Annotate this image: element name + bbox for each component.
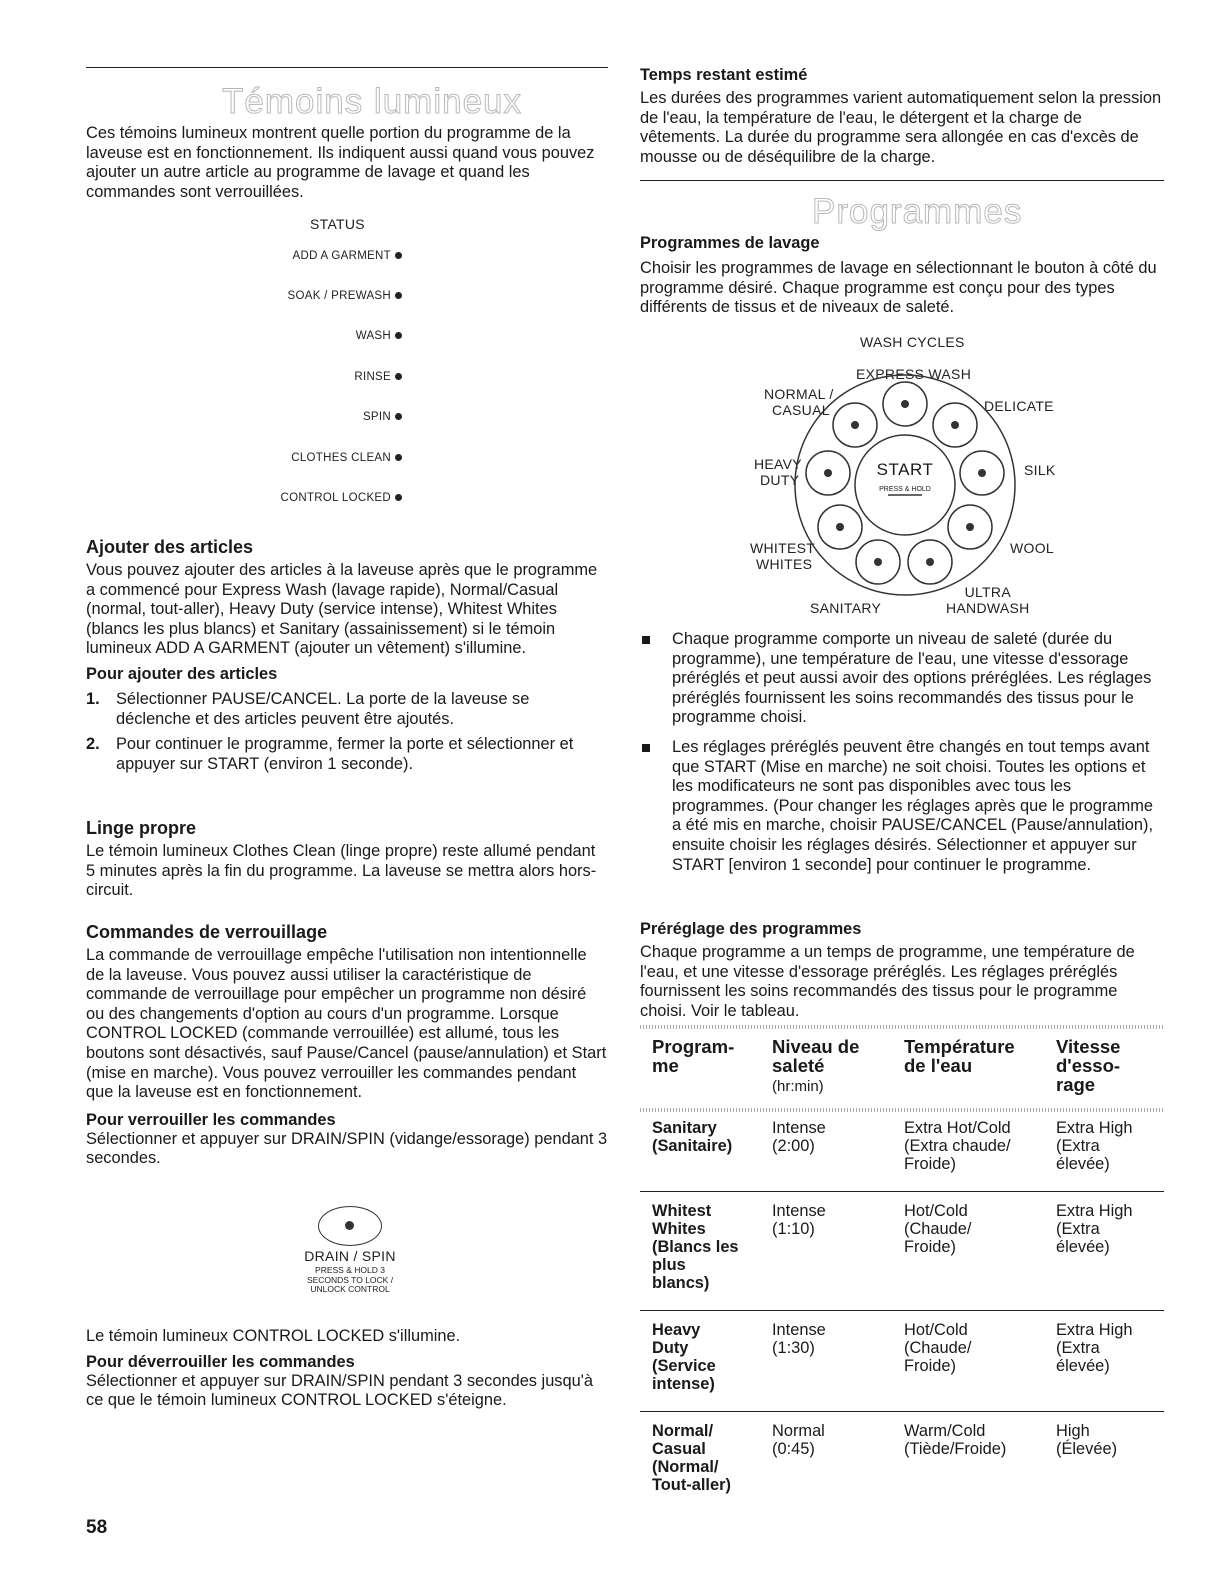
- label-delicate: DELICATE: [984, 398, 1054, 414]
- col-header-temp: Température de l'eau: [904, 1036, 1015, 1076]
- list-item: 2. Pour continuer le programme, fermer la porte et sélectionner et appuyer sur START (environ 1 seconde).: [86, 735, 574, 773]
- cycle-button[interactable]: [933, 403, 977, 447]
- preset-section: [640, 920, 1164, 1021]
- add-items-body: Vous pouvez ajouter des articles à la laveuse après que le programme a commencé pour Express Wash (lavage rapide), Normal/Casual (normal, tout-aller), Heavy Duty (service intense), Whitest Whites (blancs les plus blancs) et Sanitary (assainissement) si le témoin lumineux ADD A GARMENT (ajouter un vêtement) s'illumine.: [86, 561, 598, 658]
- drain-spin-button[interactable]: [318, 1206, 382, 1246]
- cell-spin: Extra High (Extra élevée): [1044, 1311, 1164, 1412]
- cell-soil: Intense (1:30): [760, 1311, 892, 1412]
- cycle-button[interactable]: [883, 382, 927, 426]
- status-light-control-locked: CONTROL LOCKED: [281, 492, 403, 504]
- indicator-light-icon: [395, 292, 402, 299]
- label-wool: WOOL: [1010, 540, 1054, 556]
- label-ultra-handwash: ULTRA HANDWASH: [946, 584, 1030, 616]
- start-button[interactable]: [860, 460, 950, 493]
- cycle-button[interactable]: [833, 403, 877, 447]
- unlock-body: Sélectionner et appuyer sur DRAIN/SPIN pendant 3 secondes jusqu'à ce que le témoin lumineux CONTROL LOCKED s'éteigne.: [86, 1371, 593, 1410]
- drain-spin-label: DRAIN / SPIN: [304, 1248, 396, 1264]
- cell-temp: Warm/Cold (Tiède/Froide): [892, 1412, 1044, 1499]
- cycle-button[interactable]: [948, 505, 992, 549]
- wash-programs-body: Choisir les programmes de lavage en sélectionnant le bouton à côté du programme désiré. Chaque programme est conçu pour des types différents de tissus et de niveaux de saleté.: [640, 259, 1157, 317]
- col-header-program: Program- me: [652, 1036, 735, 1076]
- caption-line: SECONDS TO LOCK /: [306, 1274, 394, 1285]
- unlock-heading: Pour déverrouiller les commandes: [86, 1352, 355, 1371]
- indicator-light-icon: [395, 252, 402, 259]
- indicator-light-icon: [395, 373, 402, 380]
- table-row: [640, 1109, 1164, 1192]
- label-express-wash: EXPRESS WASH: [856, 366, 972, 382]
- label-whitest: WHITEST WHITES: [750, 540, 816, 572]
- lock-instructions: Sélectionner et appuyer sur DRAIN/SPIN (vidange/essorage) pendant 3 secondes.: [86, 1129, 608, 1168]
- status-light-clothes-clean: CLOTHES CLEAN: [291, 452, 402, 464]
- cycle-button[interactable]: [960, 451, 1004, 495]
- cell-spin: Extra High (Extra élevée): [1044, 1192, 1164, 1311]
- add-items-heading: Ajouter des articles: [86, 537, 254, 557]
- preset-heading: Préréglage des programmes: [640, 920, 862, 938]
- cell-program: Normal/ Casual (Normal/ Tout-aller): [640, 1412, 760, 1499]
- indicator-light-icon: [395, 332, 402, 339]
- clean-section: [86, 818, 608, 901]
- cell-temp: Hot/Cold (Chaude/ Froide): [892, 1192, 1044, 1311]
- col-header-soil: Niveau de saleté (hr:min): [772, 1036, 860, 1095]
- indicator-light-icon: [345, 1221, 354, 1230]
- lock-lit-text: Le témoin lumineux CONTROL LOCKED s'illumine.: [86, 1327, 461, 1345]
- cell-spin: High (Élevée): [1044, 1412, 1164, 1499]
- indicators-intro: Ces témoins lumineux montrent quelle portion du programme de la laveuse est en fonctionnement. Ils indiquent aussi quand vous pouvez ajouter un autre article au programme de lavage et quand les commandes sont verrouillées.: [86, 124, 595, 201]
- start-caption: PRESS & HOLD: [879, 486, 931, 493]
- cell-spin: Extra High (Extra élevée): [1056, 1119, 1133, 1173]
- cell-temp: Extra Hot/Cold (Extra chaude/ Froide): [904, 1119, 1011, 1173]
- page-number: 58: [86, 1517, 108, 1538]
- cycle-button[interactable]: [818, 505, 862, 549]
- caption-line: UNLOCK CONTROL: [310, 1284, 390, 1294]
- label-silk: SILK: [1024, 462, 1056, 478]
- cell-temp: Hot/Cold (Chaude/ Froide): [892, 1311, 1044, 1412]
- program-table: [640, 1025, 1164, 1498]
- lock-body: La commande de verrouillage empêche l'utilisation non intentionnelle de la laveuse. Vous pouvez aussi utiliser la caractéristique de commande de verrouillage pour empêcher un programme non désiré ou des changements d'option au cours d'un programme. Lorsque CONTROL LOCKED (commande verrouillée) est allumé, tous les boutons sont désactivés, sauf Pause/Cancel (pause/annulation) et Start (mise en marche). Vous pouvez verrouiller les commandes pendant que la laveuse est en fonctionnement.: [86, 946, 607, 1102]
- lock-heading: Commandes de verrouillage: [86, 922, 328, 942]
- add-items-section: [86, 537, 608, 774]
- cycle-button[interactable]: [908, 540, 952, 584]
- caption-line: PRESS & HOLD 3: [315, 1265, 385, 1275]
- clean-body: Le témoin lumineux Clothes Clean (linge propre) reste allumé pendant 5 minutes après la fin du programme. La laveuse se mettra alors hors-circuit.: [86, 842, 597, 900]
- table-row: [640, 1192, 1164, 1311]
- cell-program: Whitest Whites (Blancs les plus blancs): [640, 1192, 760, 1311]
- preset-body: Chaque programme a un temps de programme, une température de l'eau, et une vitesse d'essorage préréglés. Les réglages préréglés fournissent les soins recommandés des tissus pour le programme choisi. Voir le tableau.: [640, 943, 1135, 1020]
- time-section: [640, 66, 1164, 167]
- lock-subheading: Pour verrouiller les commandes: [86, 1110, 336, 1129]
- add-items-subheading: Pour ajouter des articles: [86, 664, 278, 683]
- drain-spin-caption: [250, 1266, 450, 1295]
- lock-section: [86, 922, 608, 1169]
- table-header-row: [640, 1025, 1164, 1109]
- cycle-button[interactable]: [806, 451, 850, 495]
- section-title-programs: Programmes: [812, 192, 1023, 231]
- status-light-spin: SPIN: [363, 411, 402, 423]
- status-light-rinse: RINSE: [354, 371, 402, 383]
- top-rule-left: [86, 67, 608, 68]
- time-body: Les durées des programmes varient automatiquement selon la pression de l'eau, la température de l'eau, le détergent et la charge de vêtements. La durée du programme sera allongée en cas d'excès de mousse ou de déséquilibre de la charge.: [640, 89, 1162, 166]
- unlock-section: [86, 1327, 608, 1411]
- cell-soil: Normal (0:45): [760, 1412, 892, 1499]
- rule-programs: [640, 180, 1164, 181]
- dial-title: WASH CYCLES: [860, 334, 965, 350]
- time-heading: Temps restant estimé: [640, 66, 808, 84]
- section-title-indicators: Témoins lumineux: [222, 82, 522, 121]
- wash-programs-heading: Programmes de lavage: [640, 234, 820, 252]
- table-row: [640, 1311, 1164, 1412]
- status-light-wash: WASH: [356, 330, 402, 342]
- cell-program: Heavy Duty (Service intense): [640, 1311, 760, 1412]
- indicator-light-icon: [395, 413, 402, 420]
- label-sanitary: SANITARY: [810, 600, 882, 616]
- status-light-soak: SOAK / PREWASH: [288, 290, 402, 302]
- program-bullets: [640, 630, 1164, 885]
- indicator-light-icon: [395, 454, 402, 461]
- indicator-light-icon: [395, 494, 402, 501]
- list-item: Les réglages préréglés peuvent être changés en tout temps avant que START (Mise en marche) ne soit choisi. Toutes les options et les modificateurs ne sont pas disponibles avec tous les programmes. (Pour changer les réglages après que le programme a été mis en marche, choisir PAUSE/CANCEL (Pause/annulation), ensuite choisir les réglages désirés. Sélectionner et appuyer sur START [environ 1 seconde] pour continuer le programme.: [640, 738, 1164, 875]
- label-normal: NORMAL / CASUAL: [764, 386, 834, 418]
- clean-heading: Linge propre: [86, 818, 197, 838]
- cell-program: Sanitary (Sanitaire): [652, 1119, 733, 1155]
- label-heavy: HEAVY DUTY: [754, 456, 802, 488]
- status-title: STATUS: [310, 216, 365, 232]
- wash-programs-section: [640, 234, 1164, 318]
- status-light-add-garment: ADD A GARMENT: [293, 250, 402, 262]
- col-header-spin: Vitesse d'esso- rage: [1056, 1036, 1121, 1095]
- cell-soil: Intense (1:10): [760, 1192, 892, 1311]
- cycle-button[interactable]: [856, 540, 900, 584]
- start-label: START: [876, 460, 934, 479]
- list-item: 1. Sélectionner PAUSE/CANCEL. La porte de la laveuse se déclenche et des articles peuvent être ajoutés.: [86, 689, 530, 728]
- cell-soil: Intense (2:00): [772, 1119, 826, 1155]
- list-item: Chaque programme comporte un niveau de saleté (durée du programme), une température de l'eau, une vitesse d'essorage préréglés et peut aussi avoir des options préréglées. Les réglages préréglés fournissent les soins recommandés des tissus pour le programme choisi.: [640, 630, 1164, 728]
- table-row: [640, 1412, 1164, 1499]
- add-items-steps: [86, 690, 608, 774]
